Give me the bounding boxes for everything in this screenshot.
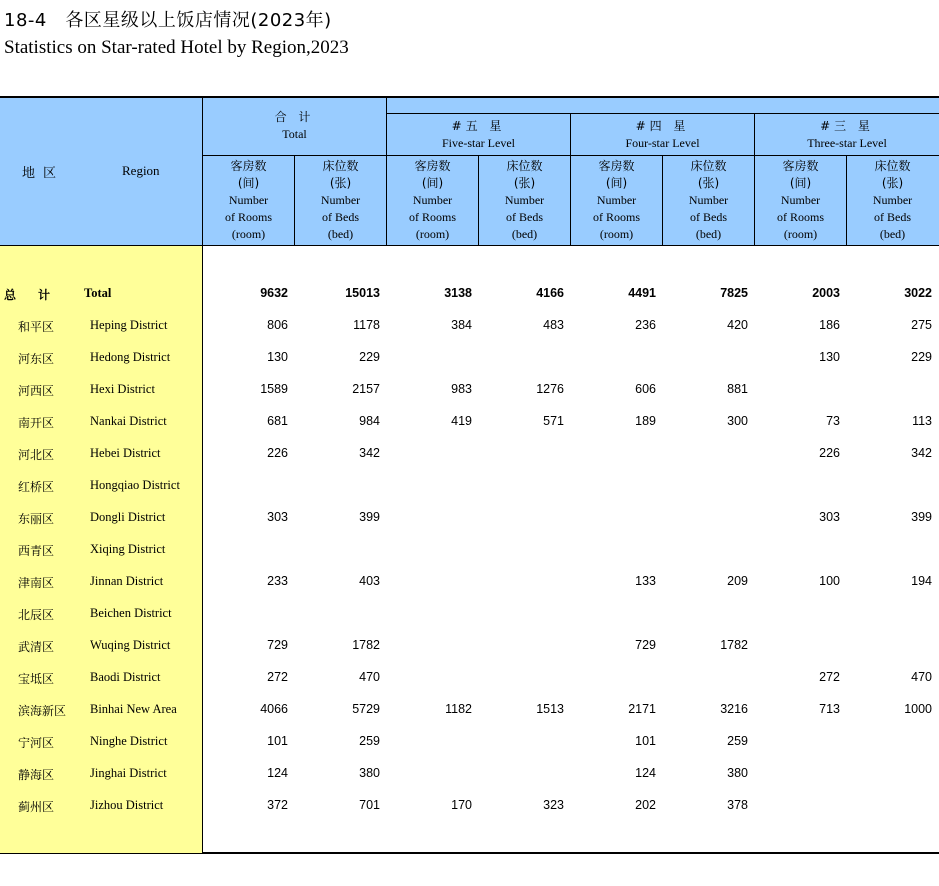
cell-value: 372 [267,798,288,812]
subheader-rooms-en1: Number [412,193,453,207]
cell-value: 342 [911,446,932,460]
cell-value: 4491 [628,286,656,300]
subheader-rooms-en1: Number [780,193,821,207]
region-name-cn: 滨海新区 [18,704,67,718]
table-row [0,734,939,766]
cell-value: 124 [635,766,656,780]
subheader-beds-en1: Number [504,193,545,207]
cell-value: 303 [267,510,288,524]
subheader-beds-cn1: 床位数 [322,159,359,173]
region-name-cn: 北辰区 [18,608,55,622]
table-row [0,574,939,606]
table-row [0,382,939,414]
cell-value: 681 [267,414,288,428]
cell-value: 3022 [904,286,932,300]
sub-vline-2 [478,155,479,245]
cell-value: 9632 [260,286,288,300]
cell-value: 130 [267,350,288,364]
region-name-cn: 南开区 [18,416,55,430]
subheader-beds-cn2: (张) [881,176,904,190]
subheader-rooms-en2: of Rooms [408,210,456,224]
cell-value: 571 [543,414,564,428]
region-header-cn: 地区 [22,166,65,181]
group-header-five-star [387,114,570,155]
subheader-beds-unit: (bed) [327,227,354,241]
region-name-cn: 静海区 [18,768,55,782]
cell-value: 1182 [445,702,472,716]
subheader-rooms-cn2: (间) [789,176,812,190]
region-name-en: Total [84,286,112,300]
region-name-cn: 津南区 [18,576,55,590]
region-name-cn: 西青区 [18,544,55,558]
cell-value: 259 [359,734,380,748]
group-header-five-star-en: Five-star Level [442,135,515,150]
cell-value: 403 [359,574,380,588]
subheader-rooms [755,156,846,245]
cell-value: 233 [267,574,288,588]
cell-value: 1589 [260,382,288,396]
subheader-rooms [571,156,662,245]
group-header-three-star-en: Three-star Level [807,135,887,150]
group-header-four-star-cn: #四 星 [635,118,690,133]
region-name-en: Hexi District [90,382,155,396]
subheader-beds-cn2: (张) [513,176,536,190]
cell-value: 300 [727,414,748,428]
cell-value: 303 [819,510,840,524]
sub-vline-1 [294,155,295,245]
subheader-rooms-cn2: (间) [421,176,444,190]
group-vline-1 [386,97,387,245]
cell-value: 470 [359,670,380,684]
cell-value: 399 [359,510,380,524]
cell-value: 186 [819,318,840,332]
region-name-en: Jizhou District [90,798,164,812]
cell-value: 1513 [536,702,564,716]
subheader-rooms [203,156,294,245]
subheader-beds-en2: of Beds [874,210,911,224]
cell-value: 226 [267,446,288,460]
cell-value: 189 [635,414,656,428]
cell-value: 101 [635,734,656,748]
cell-value: 3138 [444,286,472,300]
subheader-beds [295,156,386,245]
region-name-cn: 河东区 [18,352,55,366]
table-row [0,318,939,350]
cell-value: 229 [911,350,932,364]
cell-value: 133 [635,574,656,588]
group-header-total [203,97,386,155]
group-header-total-cn: 合 计 [274,110,315,124]
subheader-rooms-cn2: (间) [237,176,260,190]
subheader-rooms-cn1: 客房数 [414,159,451,173]
group-divider [387,113,939,114]
cell-value: 2171 [628,702,656,716]
subheader-rooms-cn2: (间) [605,176,628,190]
cell-value: 5729 [352,702,380,716]
region-name-en: Jinnan District [90,574,164,588]
cell-value: 399 [911,510,932,524]
table-row [0,670,939,702]
cell-value: 606 [635,382,656,396]
subheader-rooms-en2: of Rooms [592,210,640,224]
top-border [0,96,939,98]
subheader-rooms [387,156,478,245]
table-row [0,798,939,830]
group-header-four-star [571,114,754,155]
region-name-en: Ninghe District [90,734,168,748]
region-name-en: Xiqing District [90,542,166,556]
sub-vline-3 [662,155,663,245]
subheader-rooms-cn1: 客房数 [598,159,635,173]
region-name-cn: 武清区 [18,640,55,654]
group-header-total-en: Total [282,127,307,141]
group-vline-3 [754,113,755,245]
subheader-beds-en2: of Beds [690,210,727,224]
subheader-beds-cn1: 床位数 [690,159,727,173]
cell-value: 272 [819,670,840,684]
region-name-cn: 河北区 [18,448,55,462]
subheader-beds-unit: (bed) [511,227,538,241]
cell-value: 729 [635,638,656,652]
region-name-cn: 和平区 [18,320,55,334]
subheader-beds-unit: (bed) [695,227,722,241]
group-header-five-star-cn: #五 星 [451,118,506,133]
subheader-beds-cn2: (张) [697,176,720,190]
cell-value: 342 [359,446,380,460]
table-row [0,638,939,670]
cell-value: 1782 [720,638,748,652]
cell-value: 101 [267,734,288,748]
cell-value: 15013 [345,286,380,300]
cell-value: 806 [267,318,288,332]
table-title-cn: 18-4 各区星级以上饭店情况(2023年) [4,10,332,31]
region-name-cn: 蓟州区 [18,800,55,814]
cell-value: 7825 [720,286,748,300]
region-name-cn: 总计 [4,288,73,302]
cell-value: 380 [727,766,748,780]
subheader-rooms-en2: of Rooms [224,210,272,224]
group-header-four-star-en: Four-star Level [625,135,700,150]
cell-value: 236 [635,318,656,332]
cell-value: 229 [359,350,380,364]
cell-value: 378 [727,798,748,812]
region-name-en: Wuqing District [90,638,171,652]
table-row [0,350,939,382]
cell-value: 323 [543,798,564,812]
subheader-rooms-unit: (room) [231,227,266,241]
subheader-beds [479,156,570,245]
total-row [0,286,939,318]
group-header-three-star-cn: #三 星 [820,118,874,133]
region-header [0,97,202,245]
subheader-beds-en1: Number [320,193,361,207]
region-name-en: Hedong District [90,350,171,364]
cell-value: 73 [826,414,840,428]
subheader-divider [203,155,939,156]
region-name-en: Jinghai District [90,766,167,780]
region-name-cn: 宝坻区 [18,672,55,686]
region-header-en: Region [122,163,160,178]
table-row [0,766,939,798]
cell-value: 420 [727,318,748,332]
cell-value: 124 [267,766,288,780]
subheader-beds-en2: of Beds [506,210,543,224]
cell-value: 3216 [720,702,748,716]
table-row [0,606,939,638]
cell-value: 713 [819,702,840,716]
subheader-beds [847,156,938,245]
subheader-beds-en1: Number [872,193,913,207]
region-name-en: Dongli District [90,510,166,524]
cell-value: 483 [543,318,564,332]
cell-value: 1276 [536,382,564,396]
subheader-rooms-unit: (room) [415,227,450,241]
subheader-rooms-cn1: 客房数 [230,159,267,173]
region-name-cn: 红桥区 [18,480,55,494]
table-row [0,542,939,574]
subheader-rooms-unit: (room) [783,227,818,241]
cell-value: 419 [451,414,472,428]
region-name-en: Nankai District [90,414,167,428]
cell-value: 1000 [904,702,932,716]
group-vline-2 [570,113,571,245]
cell-value: 272 [267,670,288,684]
table-row [0,478,939,510]
region-name-cn: 宁河区 [18,736,55,750]
cell-value: 259 [727,734,748,748]
subheader-rooms-en1: Number [596,193,637,207]
cell-value: 113 [912,414,932,428]
cell-value: 729 [267,638,288,652]
group-header-three-star [755,114,939,155]
subheader-rooms-cn1: 客房数 [782,159,819,173]
region-name-en: Hebei District [90,446,161,460]
subheader-beds-en1: Number [688,193,729,207]
sub-vline-4 [846,155,847,245]
table-row [0,510,939,542]
table-row [0,702,939,734]
cell-value: 984 [359,414,380,428]
cell-value: 4066 [260,702,288,716]
cell-value: 4166 [536,286,564,300]
cell-value: 170 [451,798,472,812]
cell-value: 701 [359,798,380,812]
cell-value: 2157 [352,382,380,396]
cell-value: 275 [911,318,932,332]
subheader-beds [663,156,754,245]
cell-value: 470 [911,670,932,684]
table-title-en: Statistics on Star-rated Hotel by Region,2023 [4,37,349,58]
region-name-cn: 东丽区 [18,512,55,526]
subheader-beds-cn1: 床位数 [506,159,543,173]
cell-value: 983 [451,382,472,396]
subheader-beds-unit: (bed) [879,227,906,241]
cell-value: 130 [819,350,840,364]
region-name-en: Heping District [90,318,168,332]
table-row [0,446,939,478]
cell-value: 202 [635,798,656,812]
subheader-rooms-en1: Number [228,193,269,207]
region-name-en: Baodi District [90,670,161,684]
cell-value: 380 [359,766,380,780]
cell-value: 384 [451,318,472,332]
region-name-cn: 河西区 [18,384,55,398]
region-name-en: Beichen District [90,606,172,620]
cell-value: 2003 [812,286,840,300]
cell-value: 194 [911,574,932,588]
cell-value: 209 [727,574,748,588]
cell-value: 226 [819,446,840,460]
cell-value: 881 [727,382,748,396]
region-name-en: Hongqiao District [90,478,180,492]
subheader-rooms-en2: of Rooms [776,210,824,224]
cell-value: 1178 [353,318,380,332]
subheader-beds-cn2: (张) [329,176,352,190]
subheader-beds-cn1: 床位数 [874,159,911,173]
subheader-rooms-unit: (room) [599,227,634,241]
subheader-beds-en2: of Beds [322,210,359,224]
table-row [0,414,939,446]
cell-value: 1782 [352,638,380,652]
cell-value: 100 [819,574,840,588]
region-name-en: Binhai New Area [90,702,177,716]
